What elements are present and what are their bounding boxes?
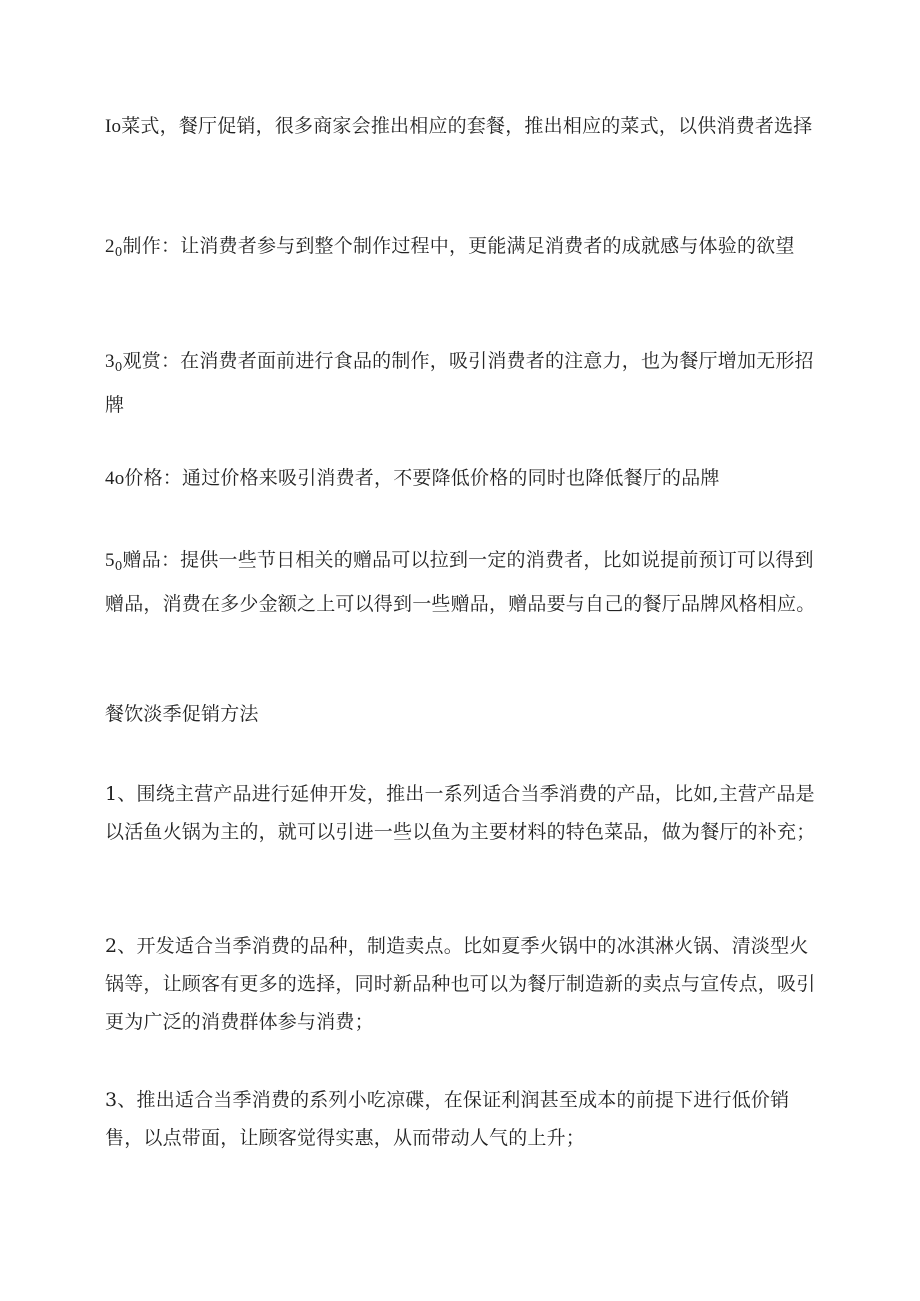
- method-item-3: 3、推出适合当季消费的系列小吃凉碟，在保证利润甚至成本的前提下进行低价销售，以点带面，让顾客觉得实惠，从而带动人气的上升；: [105, 1089, 790, 1149]
- promo-item-1: [105, 107, 817, 151]
- item-text: 赠品：提供一些节日相关的赠品可以拉到一定的消费者，比如说提前预订可以得到赠品，消费在多少金额之上可以得到一些赠品，赠品要与自己的餐厅品牌风格相应。: [105, 549, 816, 615]
- method-item-2: 2、开发适合当季消费的品种，制造卖点。比如夏季火锅中的冰淇淋火锅、清淡型火锅等，让顾客有更多的选择，同时新品种也可以为餐厅制造新的卖点与宣传点，吸引更为广泛的消费群体参与消费；: [105, 935, 816, 1033]
- promo-item-5: [105, 541, 817, 623]
- item-text: 制作：让消费者参与到整个制作过程中，更能满足消费者的成就感与体验的欲望: [122, 235, 795, 257]
- item-number-sub: 0: [114, 360, 123, 374]
- item-number-sub: 0: [114, 559, 123, 573]
- promo-item-2: [105, 227, 817, 271]
- item-text: 价格：通过价格来吸引消费者，不要降低价格的同时也降低餐厅的品牌: [124, 467, 720, 489]
- item-number: 2: [105, 236, 115, 257]
- item-text: 菜式，餐厅促销，很多商家会推出相应的套餐，推出相应的菜式，以供消费者选择: [121, 115, 813, 137]
- item-number: 3: [105, 351, 115, 372]
- item-number: Io: [105, 116, 122, 137]
- item-number-sub: 0: [114, 245, 123, 259]
- item-text: 观赏：在消费者面前进行食品的制作，吸引消费者的注意力，也为餐厅增加无形招牌: [105, 350, 814, 416]
- section-heading: 餐饮淡季促销方法: [105, 703, 259, 725]
- promo-item-3: [105, 342, 817, 424]
- method-item-1: 1、围绕主营产品进行延伸开发，推出一系列适合当季消费的产品，比如,主营产品是以活鱼火锅为主的，就可以引进一些以鱼为主要材料的特色菜品，做为餐厅的补充；: [105, 783, 816, 843]
- item-number: 5: [105, 550, 115, 571]
- promo-item-4: [105, 459, 817, 503]
- item-number: 4o: [105, 468, 125, 489]
